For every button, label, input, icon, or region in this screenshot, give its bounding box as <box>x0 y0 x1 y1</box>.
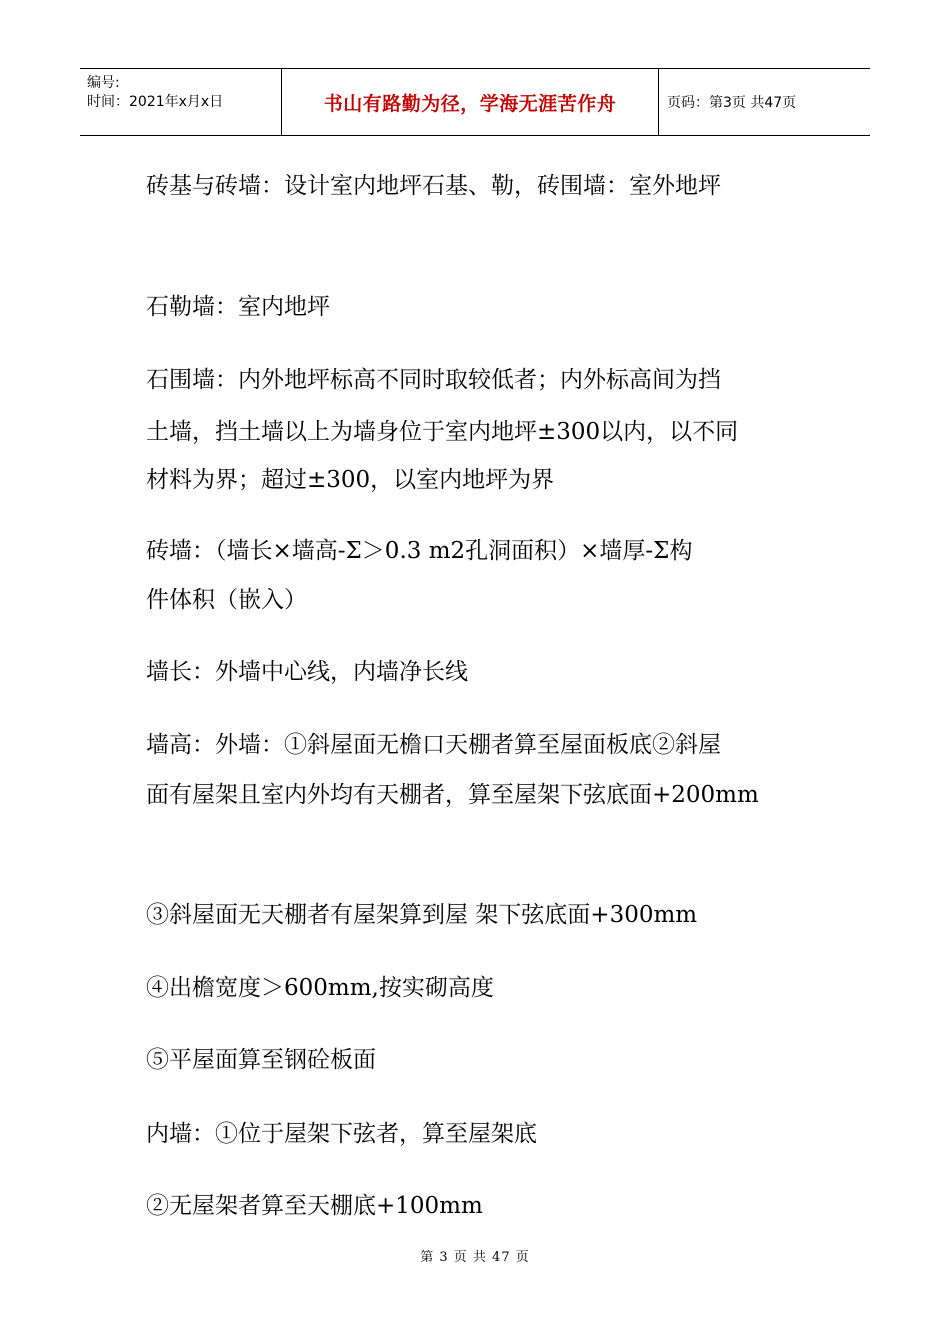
paragraph-item-4: ④出檐宽度＞600mm,按实砌高度 <box>146 975 494 1001</box>
number-label: 编号: <box>87 75 120 91</box>
page-footer: 第 3 页 共 47 页 <box>420 1250 530 1265</box>
paragraph-item-5: ⑤平屋面算至钢砼板面 <box>146 1047 376 1073</box>
paragraph-stone-fence-line-1: 石围墙：内外地坪标高不同时取较低者；内外标高间为挡 <box>146 367 721 393</box>
paragraph-inner-wall: 内墙：①位于屋架下弦者，算至屋架底 <box>146 1121 537 1147</box>
paragraph-brick-wall-line-1: 砖墙：（墙长×墙高-Σ＞0.3 m2孔洞面积）×墙厚-Σ构 <box>146 538 693 564</box>
header-page-number: 页码：第3页 共47页 <box>667 95 797 111</box>
paragraph-wall-height-line-1: 墙高：外墙：①斜屋面无檐口天棚者算至屋面板底②斜屋 <box>146 732 721 758</box>
header-meta <box>80 69 281 135</box>
paragraph-brick-foundation: 砖基与砖墙：设计室内地坪石基、勒，砖围墙：室外地坪 <box>146 173 721 199</box>
paragraph-wall-height-line-2: 面有屋架且室内外均有天棚者，算至屋架下弦底面+200mm <box>146 782 759 808</box>
header-motto: 书山有路勤为径，学海无涯苦作舟 <box>281 69 659 135</box>
paragraph-brick-wall-line-2: 件体积（嵌入） <box>146 587 307 613</box>
paragraph-inner-wall-item-2: ②无屋架者算至天棚底+100mm <box>146 1193 483 1219</box>
paragraph-stone-fence-line-2: 土墙，挡土墙以上为墙身位于室内地坪±300以内，以不同 <box>146 419 739 445</box>
page-header <box>80 68 870 136</box>
paragraph-wall-length: 墙长：外墙中心线，内墙净长线 <box>146 659 468 685</box>
date-label: 时间：2021年x月x日 <box>87 94 224 110</box>
paragraph-stone-plinth-wall: 石勒墙：室内地坪 <box>146 294 330 320</box>
paragraph-stone-fence-line-3: 材料为界；超过±300，以室内地坪为界 <box>146 467 555 493</box>
paragraph-item-3: ③斜屋面无天棚者有屋架算到屋 架下弦底面+300mm <box>146 902 698 928</box>
